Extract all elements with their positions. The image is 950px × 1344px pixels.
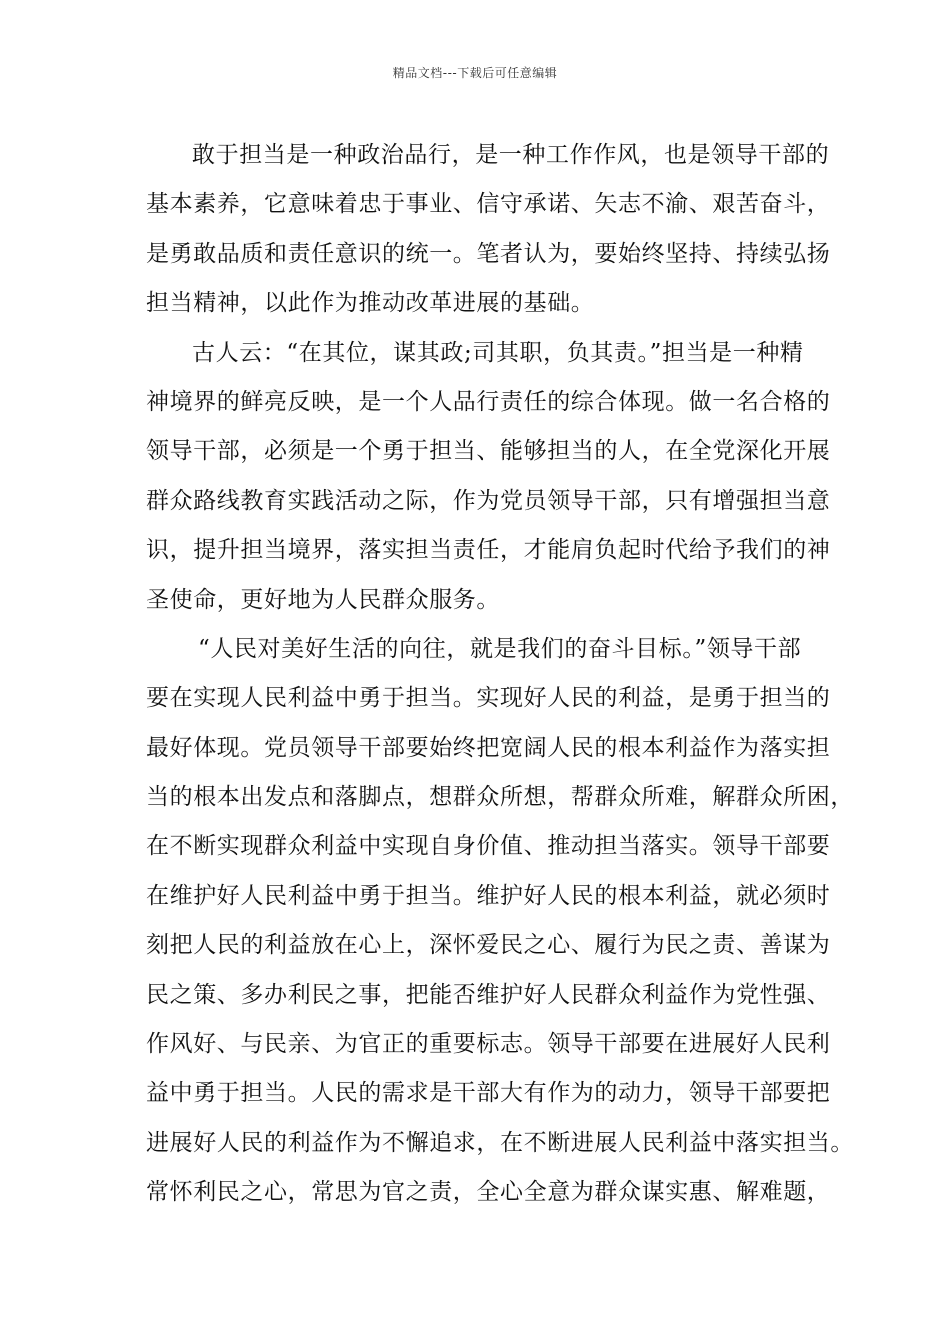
paragraph-3-line-11: 进展好人民的利益作为不懈追求，在不断进展人民利益中落实担当。 [146, 1129, 854, 1156]
paragraph-3-line-6: 在维护好人民利益中勇于担当。维护好人民的根本利益，就必须时 [146, 882, 831, 909]
paragraph-2-line-2: 神境界的鲜亮反映，是一个人品行责任的综合体现。做一名合格的 [146, 388, 831, 415]
paragraph-1-line-4: 担当精神，以此作为推动改革进展的基础。 [146, 290, 595, 317]
paragraph-3-line-9: 作风好、与民亲、为官正的重要标志。领导干部要在进展好人民利 [146, 1031, 831, 1058]
page-header: 精品文档---下载后可任意编辑 [392, 66, 558, 80]
paragraph-1-line-2: 基本素养，它意味着忠于事业、信守承诺、矢志不渝、艰苦奋斗， [146, 191, 831, 218]
paragraph-1-line-1: 敢于担当是一种政治品行，是一种工作作风，也是领导干部的 [192, 142, 830, 168]
paragraph-3-line-5: 在不断实现群众利益中实现自身价值、推动担当落实。领导干部要 [146, 833, 831, 860]
paragraph-3-line-3: 最好体现。党员领导干部要始终把宽阔人民的根本利益作为落实担 [146, 734, 831, 761]
paragraph-3-line-4: 当的根本出发点和落脚点，想群众所想，帮群众所难，解群众所困， [146, 784, 854, 811]
paragraph-2-line-6: 圣使命，更好地为人民群众服务。 [146, 586, 500, 613]
paragraph-3-line-1: “人民对美好生活的向往，就是我们的奋斗目标。”领导干部 [198, 635, 802, 662]
paragraph-1-line-3: 是勇敢品质和责任意识的统一。笔者认为，要始终坚持、持续弘扬 [146, 240, 831, 267]
paragraph-2-line-5: 识，提升担当境界，落实担当责任，才能肩负起时代给予我们的神 [146, 537, 831, 564]
paragraph-3-line-7: 刻把人民的利益放在心上，深怀爱民之心、履行为民之责、善谋为 [146, 932, 831, 959]
paragraph-3-line-12: 常怀利民之心，常思为官之责，全心全意为群众谋实惠、解难题， [146, 1179, 831, 1206]
body-text [146, 131, 854, 1218]
paragraph-2-line-4: 群众路线教育实践活动之际，作为党员领导干部，只有增强担当意 [146, 487, 831, 514]
paragraph-3-line-10: 益中勇于担当。人民的需求是干部大有作为的动力，领导干部要把 [146, 1080, 831, 1107]
paragraph-3-line-8: 民之策、多办利民之事，把能否维护好人民群众利益作为党性强、 [146, 981, 831, 1008]
paragraph-2-line-3: 领导干部，必须是一个勇于担当、能够担当的人，在全党深化开展 [146, 438, 831, 465]
paragraph-2-line-1: 古人云：“在其位，谋其政;司其职，负其责。”担当是一种精 [192, 339, 804, 366]
paragraph-3-line-2: 要在实现人民利益中勇于担当。实现好人民的利益，是勇于担当的 [146, 685, 831, 712]
